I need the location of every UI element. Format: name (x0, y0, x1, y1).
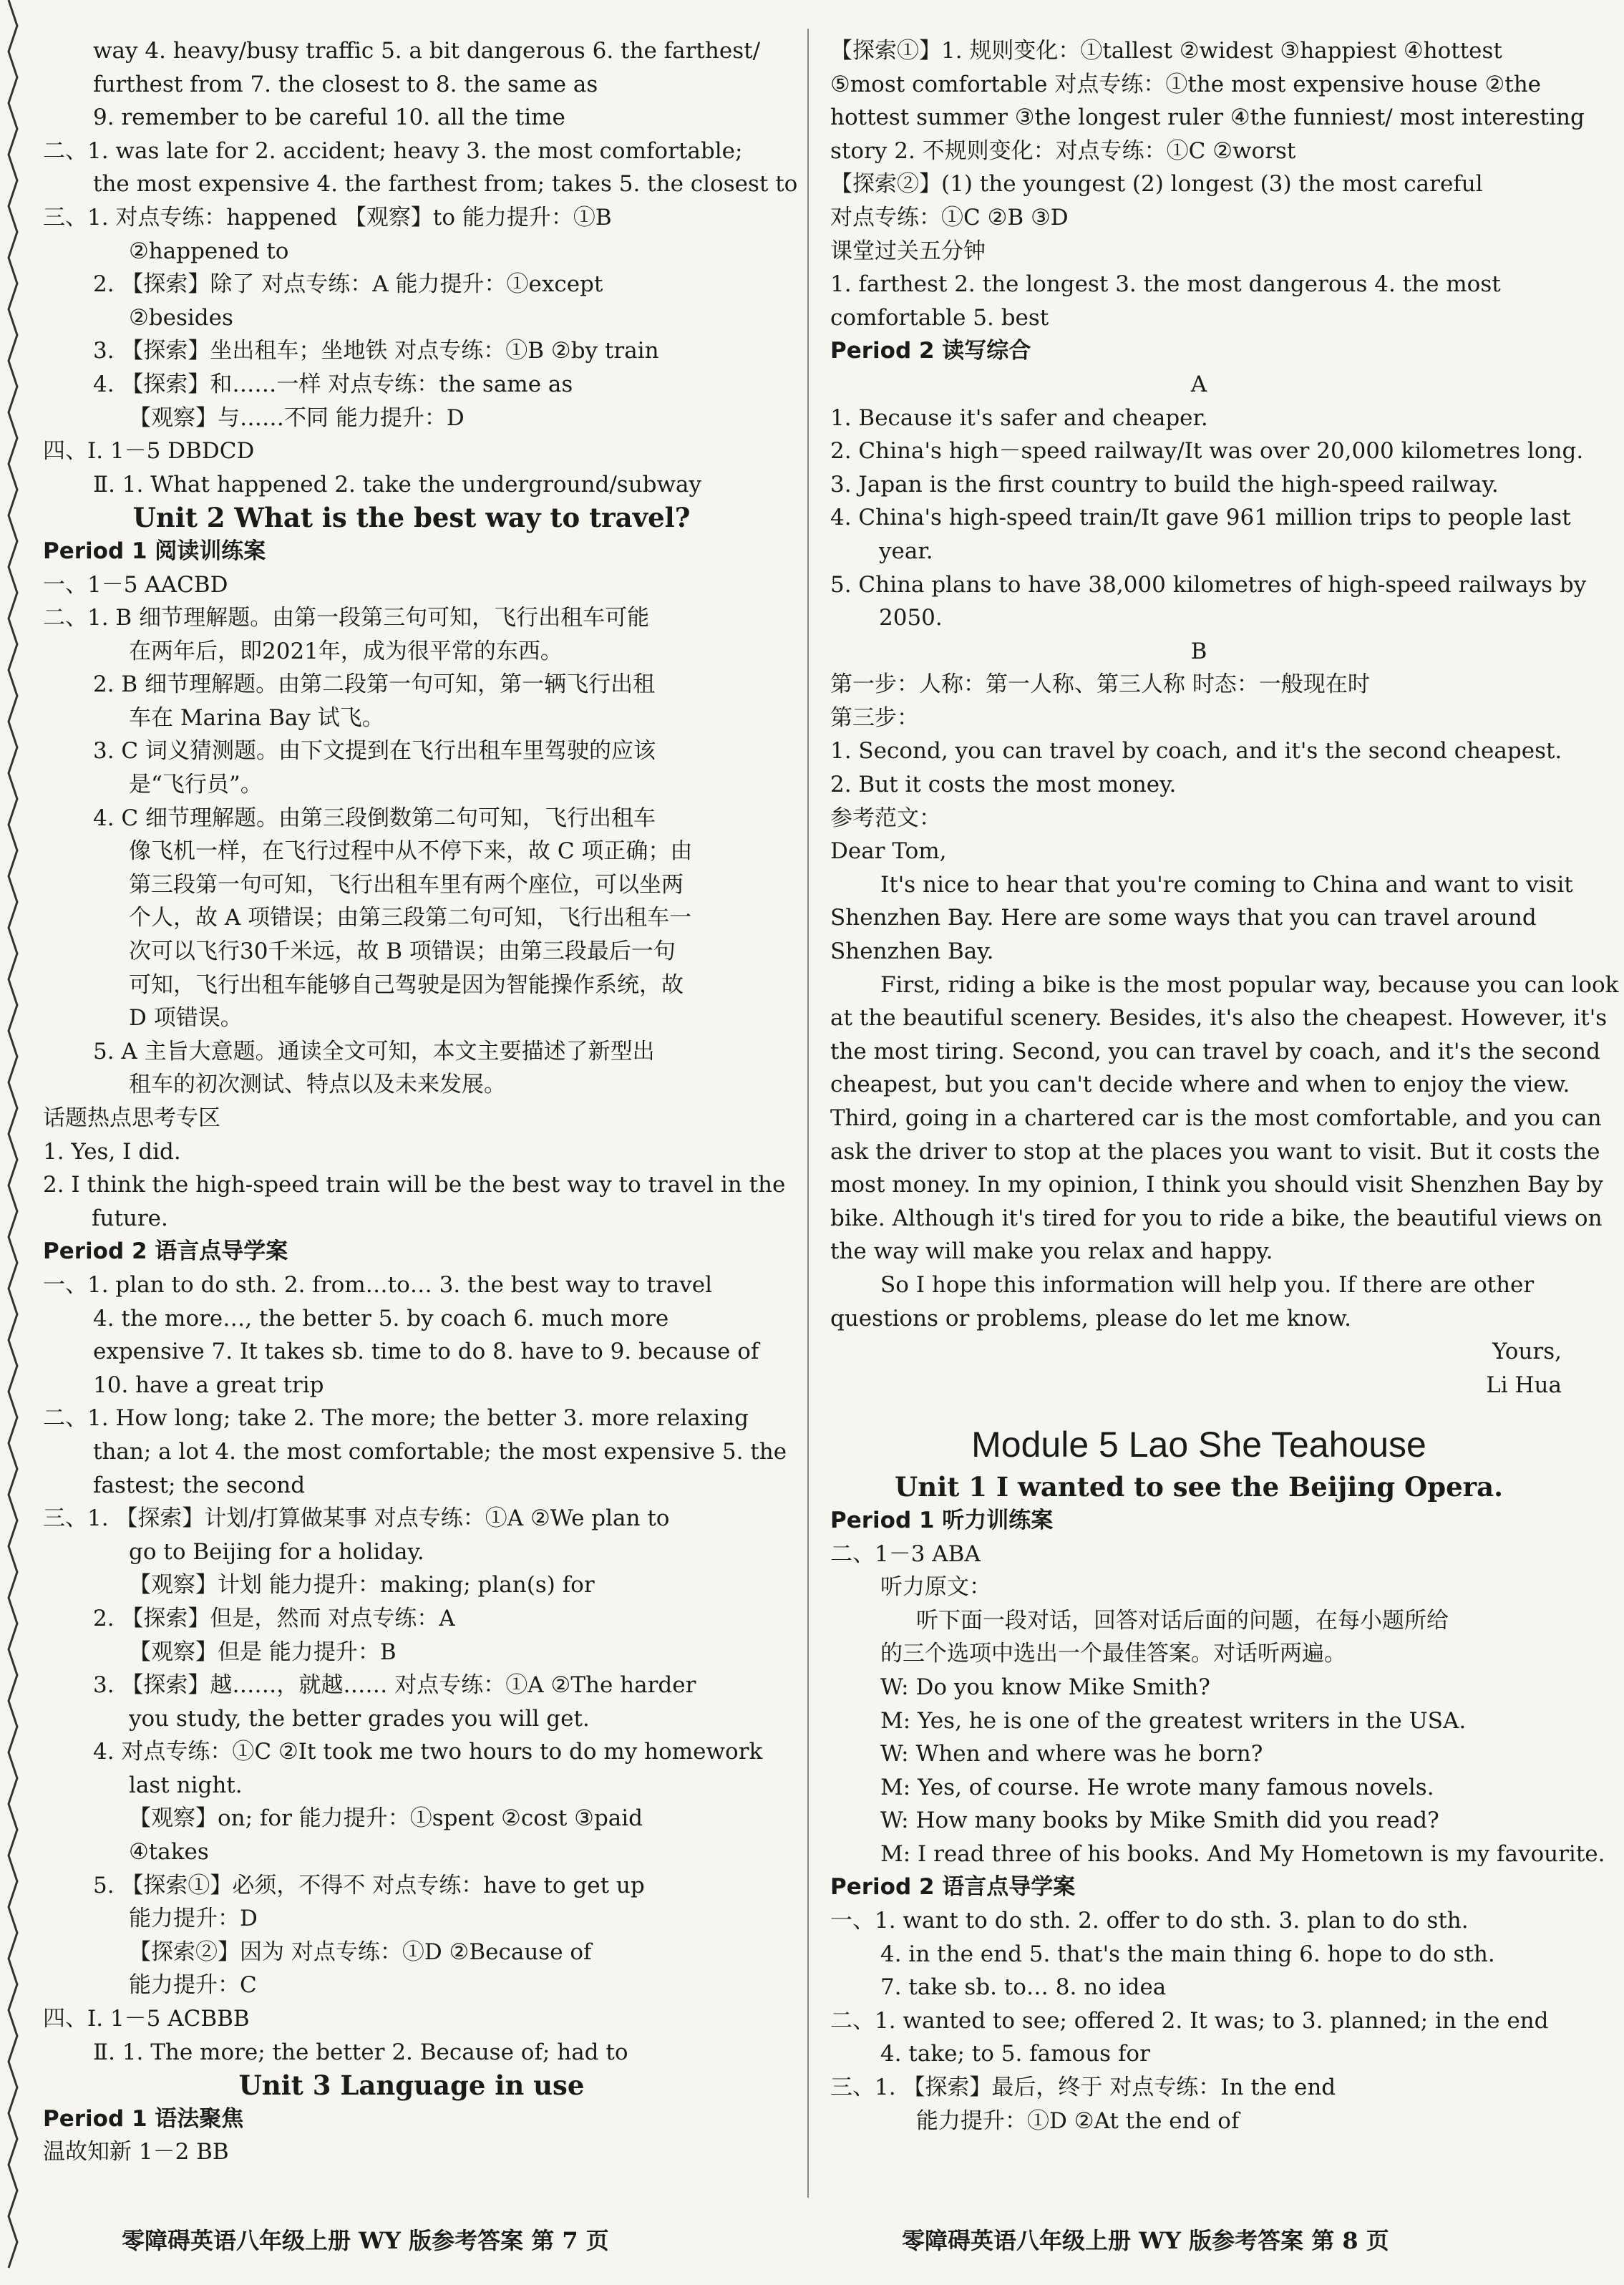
right-line: 2050. (879, 605, 943, 631)
left-line: 二、1. B 细节理解题。由第一段第三句可知，飞行出租车可能 (43, 605, 650, 631)
left-line: 1. Yes, I did. (43, 1138, 181, 1165)
right-line: 2. China's high－speed railway/It was over 20,000 kilometres long. (830, 438, 1584, 465)
right-line: bike. Although it's tired for you to ride a bike, the beautiful views on (830, 1205, 1603, 1231)
left-line: 第三段第一句可知，飞行出租车里有两个座位，可以坐两 (129, 871, 684, 898)
left-line: 2. I think the high-speed train will be the best way to travel in the (43, 1172, 786, 1198)
right-line: hottest summer ③the longest ruler ④the funniest/ most interesting (830, 105, 1585, 131)
left-line: 5. A 主旨大意题。通读全文可知，本文主要描述了新型出 (93, 1038, 655, 1064)
right-line: 二、1. wanted to see; offered 2. It was; to 3. planned; in the end (830, 2007, 1549, 2034)
right-line: 听下面一段对话，回答对话后面的问题，在每小题所给 (916, 1607, 1449, 1634)
right-line: 第一步：人称：第一人称、第三人称 时态：一般现在时 (830, 671, 1370, 698)
left-line: furthest from 7. the closest to 8. the same as (93, 71, 598, 97)
left-line: 3. 【探索】越……，就越…… 对点专练：①A ②The harder (93, 1672, 696, 1699)
left-line: 二、1. was late for 2. accident; heavy 3. the most comfortable; (43, 137, 743, 164)
right-line: Li Hua (1486, 1372, 1562, 1398)
right-line: 1. Second, you can travel by coach, and it's the second cheapest. (830, 738, 1562, 765)
left-line: 话题热点思考专区 (43, 1105, 220, 1131)
right-line: Module 5 Lao She Teahouse (971, 1425, 1426, 1465)
left-line: 9. remember to be careful 10. all the time (93, 105, 565, 131)
left-line: Unit 2 What is the best way to travel? (132, 502, 691, 534)
right-line: Shenzhen Bay. (830, 938, 994, 965)
right-line: 听力原文： (880, 1574, 991, 1601)
right-line: 第三步： (830, 704, 919, 731)
left-line: Ⅱ. 1. The more; the better 2. Because of; had to (93, 2039, 628, 2065)
right-line: First, riding a bike is the most popular way, because you can look (880, 971, 1619, 998)
right-line: 4. China's high-speed train/It gave 961 million trips to people last (830, 505, 1571, 531)
left-line: ②happened to (129, 238, 289, 264)
right-line: 二、1－3 ABA (830, 1541, 981, 1567)
left-line: Unit 3 Language in use (238, 2070, 585, 2102)
right-line: W: How many books by Mike Smith did you read? (880, 1808, 1439, 1834)
left-border-zigzag (0, 0, 29, 2285)
right-line: W: Do you know Mike Smith? (880, 1674, 1210, 1700)
right-line: 【探索②】(1) the youngest (2) longest (3) the most careful (830, 171, 1483, 198)
left-line: 租车的初次测试、特点以及未来发展。 (129, 1072, 506, 1098)
right-line: Dear Tom, (830, 838, 947, 865)
right-column (830, 34, 1619, 2138)
left-column (43, 34, 798, 2169)
right-line: M: Yes, he is one of the greatest writers in the USA. (880, 1707, 1467, 1734)
right-line: It's nice to hear that you're coming to China and want to visit (880, 871, 1573, 898)
right-line: the way will make you relax and happy. (830, 1238, 1273, 1265)
left-line: 温故知新 1－2 BB (43, 2139, 229, 2165)
left-line: expensive 7. It takes sb. time to do 8. have to 9. because of (93, 1339, 759, 1365)
left-line: 能力提升：C (129, 1972, 257, 1999)
left-line: Period 1 语法聚焦 (43, 2105, 244, 2132)
right-line: 5. China plans to have 38,000 kilometres of high-speed railways by (830, 571, 1587, 598)
right-line: Unit 1 I wanted to see the Beijing Opera. (895, 1471, 1503, 1503)
left-line: 三、1. 【探索】计划/打算做某事 对点专练：①A ②We plan to (43, 1505, 670, 1532)
left-line: fastest; the second (93, 1472, 306, 1498)
left-line: 个人，故 A 项错误；由第三段第二句可知，飞行出租车一 (129, 905, 692, 931)
right-line: 2. But it costs the most money. (830, 772, 1177, 798)
left-line: 【观察】与……不同 能力提升：D (129, 404, 465, 431)
right-line: 1. Because it's safer and cheaper. (830, 404, 1208, 431)
left-line: 二、1. How long; take 2. The more; the better 3. more relaxing (43, 1405, 749, 1432)
right-line: W: When and where was he born? (880, 1741, 1263, 1767)
right-line: 1. farthest 2. the longest 3. the most dangerous 4. the most (830, 271, 1501, 298)
left-line: D 项错误。 (129, 1005, 243, 1032)
left-line: 一、1－5 AACBD (43, 571, 228, 598)
left-line: 【观察】但是 能力提升：B (129, 1639, 397, 1665)
left-line: Ⅱ. 1. What happened 2. take the underground/subway (93, 471, 702, 498)
right-line: 的三个选项中选出一个最佳答案。对话听两遍。 (880, 1641, 1346, 1667)
left-line: 四、Ⅰ. 1－5 ACBBB (43, 2006, 250, 2032)
right-line: 3. Japan is the first country to build the high-speed railway. (830, 471, 1499, 498)
right-line: Period 2 语言点导学案 (830, 1874, 1076, 1901)
right-line: 能力提升：①D ②At the end of (916, 2107, 1240, 2134)
right-line: the most tiring. Second, you can travel by coach, and it's the second (830, 1038, 1600, 1064)
right-line: questions or problems, please do let me know. (830, 1305, 1351, 1331)
left-line: 四、Ⅰ. 1－5 DBDCD (43, 438, 255, 465)
right-line: 课堂过关五分钟 (830, 238, 986, 264)
left-line: 【观察】on; for 能力提升：①spent ②cost ③paid (129, 1805, 643, 1832)
right-line: Period 2 读写综合 (830, 338, 1031, 364)
right-line: most money. In my opinion, I think you should visit Shenzhen Bay by (830, 1172, 1603, 1198)
right-line: Third, going in a chartered car is the most comfortable, and you can (830, 1105, 1602, 1131)
left-line: 可知，飞行出租车能够自己驾驶是因为智能操作系统，故 (129, 971, 684, 998)
right-line: Yours, (1492, 1339, 1562, 1365)
right-line: B (1190, 638, 1207, 664)
left-line: than; a lot 4. the most comfortable; the most expensive 5. the (93, 1438, 787, 1465)
left-line: 是“飞行员”。 (129, 772, 263, 798)
left-line: 2. 【探索】除了 对点专练：A 能力提升：①except (93, 271, 603, 298)
right-line: 7. take sb. to… 8. no idea (880, 1974, 1167, 2001)
right-line: year. (879, 538, 933, 564)
right-line: 4. take; to 5. famous for (880, 2041, 1150, 2067)
right-line: M: I read three of his books. And My Hometown is my favourite. (880, 1840, 1605, 1867)
right-line: 一、1. want to do sth. 2. offer to do sth. 3. plan to do sth. (830, 1908, 1469, 1934)
right-line: comfortable 5. best (830, 304, 1049, 331)
left-line: ④takes (129, 1839, 209, 1866)
left-line: 【观察】计划 能力提升：making; plan(s) for (129, 1572, 595, 1598)
left-line: 三、1. 对点专练：happened 【观察】to 能力提升：①B (43, 204, 612, 231)
left-line: 能力提升：D (129, 1906, 258, 1932)
right-line: cheapest, but you can't decide where and when to enjoy the view. (830, 1072, 1570, 1098)
left-line: ②besides (129, 304, 233, 331)
right-line: M: Yes, of course. He wrote many famous novels. (880, 1774, 1434, 1800)
left-line: 2. B 细节理解题。由第二段第一句可知，第一辆飞行出租 (93, 671, 656, 698)
left-line: 4. the more…, the better 5. by coach 6. much more (93, 1305, 669, 1331)
footer-left: 零障碍英语八年级上册 WY 版参考答案 第 7 页 (122, 2227, 609, 2254)
right-line: ask the driver to stop at the places you want to visit. But it costs the (830, 1138, 1600, 1165)
left-line: Period 1 阅读训练案 (43, 538, 266, 564)
left-line: 3. C 词义猜测题。由下文提到在飞行出租车里驾驶的应该 (93, 738, 656, 765)
left-line: 3. 【探索】坐出租车；坐地铁 对点专练：①B ②by train (93, 338, 659, 364)
left-line: 5. 【探索①】必须，不得不 对点专练：have to get up (93, 1872, 645, 1898)
footer-right: 零障碍英语八年级上册 WY 版参考答案 第 8 页 (902, 2227, 1389, 2254)
left-line: 2. 【探索】但是，然而 对点专练：A (93, 1605, 455, 1631)
left-line: you study, the better grades you will get. (129, 1705, 590, 1732)
left-line: future. (92, 1205, 168, 1231)
left-line: 4. C 细节理解题。由第三段倒数第二句可知，飞行出租车 (93, 805, 656, 831)
right-line: ⑤most comfortable 对点专练：①the most expensive house ②the (830, 71, 1542, 97)
left-line: go to Beijing for a holiday. (129, 1538, 424, 1565)
right-line: 【探索①】1. 规则变化：①tallest ②widest ③happiest ④hottest (830, 38, 1502, 64)
left-line: 4. 对点专练：①C ②It took me two hours to do my homework (93, 1739, 763, 1765)
right-line: 三、1. 【探索】最后，终于 对点专练：In the end (830, 2075, 1336, 2101)
right-line: 参考范文： (830, 805, 941, 831)
right-line: Period 1 听力训练案 (830, 1507, 1054, 1533)
left-line: 10. have a great trip (93, 1372, 324, 1398)
left-line: 像飞机一样，在飞行过程中从不停下来，故 C 项正确；由 (129, 838, 693, 865)
right-line: story 2. 不规则变化：对点专练：①C ②worst (830, 137, 1296, 164)
left-line: the most expensive 4. the farthest from; takes 5. the closest to (93, 171, 798, 198)
left-line: 车在 Marina Bay 试飞。 (129, 704, 384, 731)
right-line: Shenzhen Bay. Here are some ways that you can travel around (830, 905, 1537, 931)
left-line: last night. (129, 1772, 243, 1798)
left-line: way 4. heavy/busy traffic 5. a bit dangerous 6. the farthest/ (93, 38, 761, 64)
left-line: 次可以飞行30千米远，故 B 项错误；由第三段最后一句 (129, 938, 676, 965)
column-divider (807, 29, 809, 2198)
left-line: 4. 【探索】和……一样 对点专练：the same as (93, 371, 573, 397)
right-line: at the beautiful scenery. Besides, it's also the cheapest. However, it's (830, 1005, 1608, 1032)
right-line: 对点专练：①C ②B ③D (830, 204, 1069, 231)
left-line: 一、1. plan to do sth. 2. from…to… 3. the best way to travel (43, 1271, 712, 1298)
right-line: So I hope this information will help you. If there are other (880, 1271, 1535, 1298)
left-line: 在两年后，即2021年，成为很平常的东西。 (129, 638, 563, 664)
right-line: A (1190, 371, 1207, 397)
left-line: 【探索②】因为 对点专练：①D ②Because of (129, 1939, 592, 1965)
right-line: 4. in the end 5. that's the main thing 6. hope to do sth. (880, 1941, 1495, 1967)
left-line: Period 2 语言点导学案 (43, 1238, 288, 1265)
